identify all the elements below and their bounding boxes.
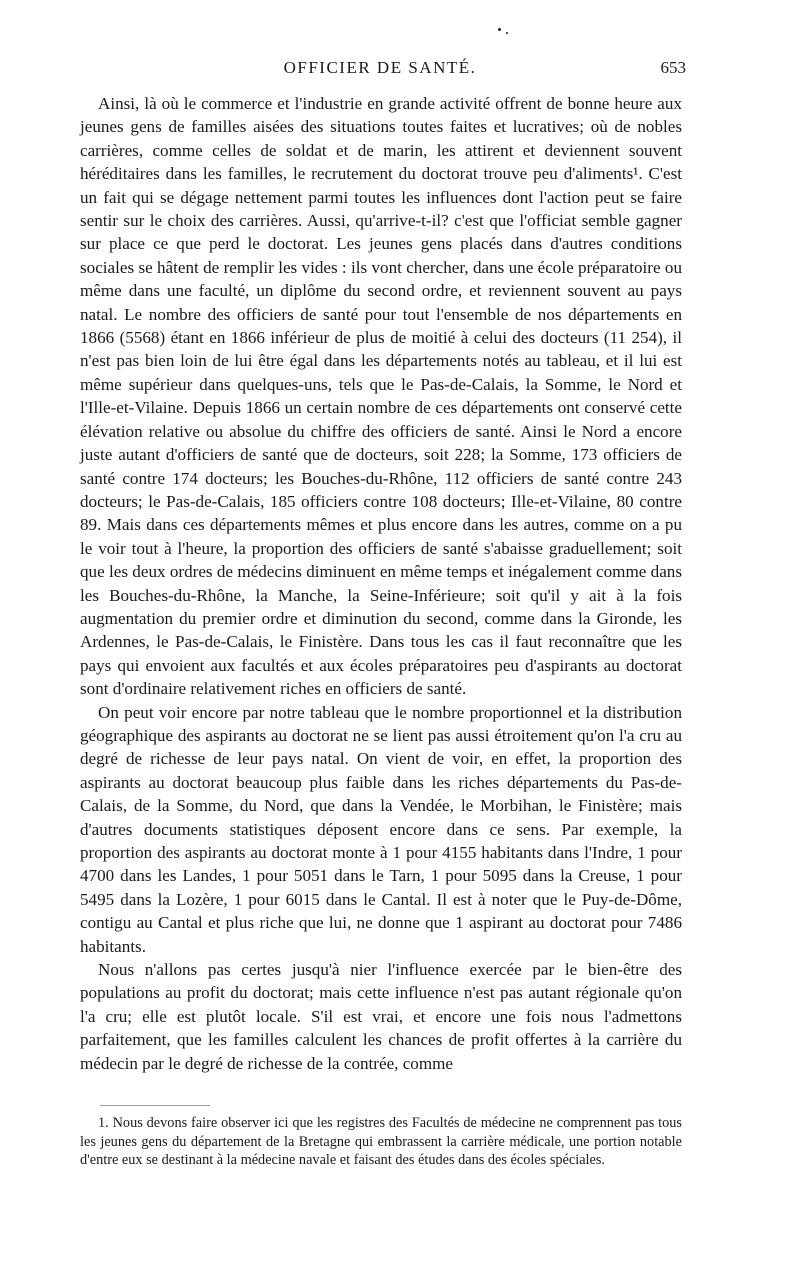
running-head (78, 58, 686, 84)
footnote: 1. Nous devons faire observer ici que les registres des Facultés de médecine ne comprennent pas tous les jeunes gens du département de la Bretagne qui embrassent la carrière médicale, une portion notable d'entre eux se destinant à la médecine navale et faisant des études dans des écoles spéciales. (80, 1115, 682, 1169)
footnote-rule (100, 1105, 210, 1106)
body-text (80, 92, 682, 1075)
print-speck (506, 32, 508, 34)
paragraph-2: On peut voir encore par notre tableau que le nombre proportionnel et la distribution géographique des aspirants au doctorat ne se lient pas aussi étroitement qu'on l'a cru au degré de richesse de leur pays natal. On vient de voir, en effet, la proportion des aspirants au doctorat beaucoup plus faible dans les riches départements du Pas-de-Calais, de la Somme, du Nord, que dans la Vendée, le Morbihan, le Finistère; mais d'autres documents statistiques déposent encore dans ce sens. Par exemple, la proportion des aspirants au doctorat monte à 1 pour 4155 habitants dans l'Indre, 1 pour 4700 dans les Landes, 1 pour 5051 dans le Tarn, 1 pour 5095 dans la Creuse, 1 pour 5495 dans la Lozère, 1 pour 6015 dans le Cantal. Il est à noter que le Puy-de-Dôme, contigu au Cantal et plus riche que lui, ne donne que 1 aspirant au doctorat pour 7486 habitants. (80, 702, 682, 956)
paragraph-1: Ainsi, là où le commerce et l'industrie en grande activité offrent de bonne heure aux jeunes gens de familles aisées des situations toutes faites et lucratives; où de nobles carrières, comme celles de soldat et de marin, les attirent et deviennent souvent héréditaires dans les familles, le recrutement du doctorat trouve peu d'aliments¹. C'est un fait qui se dégage nettement parmi toutes les influences dont l'action peut se faire sentir sur le choix des carrières. Aussi, qu'arrive-t-il? c'est que l'officiat semble gagner sur place ce que perd le doctorat. Les jeunes gens placés dans d'autres conditions sociales se hâtent de remplir les vides : ils vont chercher, dans une école préparatoire ou même dans une faculté, un diplôme du second ordre, et reviennent souvent au pays natal. Le nombre des officiers de santé pour tout l'ensemble de nos départements en 1866 (5568) étant en 1866 inférieur de plus de moitié à celui des docteurs (11 254), il n'est pas bien loin de lui être égal dans les départements notés au tableau, et il lui est même supérieur dans quelques-uns, tels que le Pas-de-Calais, la Somme, le Nord et l'Ille-et-Vilaine. Depuis 1866 un certain nombre de ces départements ont conservé cette élévation relative ou absolue du chiffre des officiers de santé. Ainsi le Nord a encore juste autant d'officiers de santé que de docteurs, soit 228; la Somme, 173 officiers de santé contre 174 docteurs; les Bouches-du-Rhône, 112 officiers de santé contre 243 docteurs; le Pas-de-Calais, 185 officiers contre 108 docteurs; Ille-et-Vilaine, 80 contre 89. Mais dans ces départements mêmes et plus encore dans les autres, comme on a pu le voir tout à l'heure, la proportion des officiers de santé s'abaisse graduellement; soit que les deux ordres de médecins diminuent en même temps et inégalement comme dans les Bouches-du-Rhône, la Manche, la Seine-Inférieure; soit qu'il y ait à la fois augmentation du premier ordre et diminution du second, comme dans la Gironde, les Ardennes, le Pas-de-Calais, le Finistère. Dans tous les cas il faut reconnaître que les pays qui envoient aux facultés et aux écoles préparatoires peu d'aspirants au doctorat sont d'ordinaire relativement riches en officiers de santé. (80, 94, 682, 699)
running-title: OFFICIER DE SANTÉ. (283, 58, 477, 77)
print-speck (498, 28, 501, 31)
page-number: 653 (660, 58, 686, 77)
paragraph-3: Nous n'allons pas certes jusqu'à nier l'influence exercée par le bien-être des populations au profit du doctorat; mais cette influence n'est pas autant régionale qu'on l'a cru; elle est plutôt locale. S'il est vrai, et encore une fois nous l'admettons parfaitement, que les familles calculent les chances de profit offertes à la carrière du médecin par le degré de richesse de la contrée, comme (80, 960, 682, 1073)
